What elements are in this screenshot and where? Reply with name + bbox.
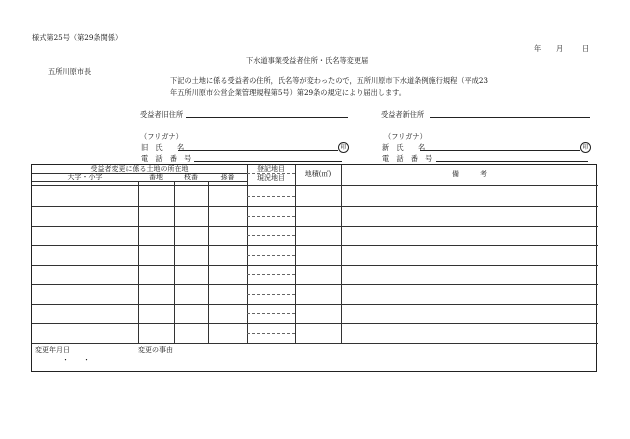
date-month: 月	[556, 44, 564, 53]
change-date-label: 変更年月日	[35, 346, 70, 354]
old-address-field[interactable]	[186, 117, 348, 118]
col-current: 現況地目	[257, 174, 285, 182]
col-aza: 大字・小字	[67, 173, 103, 181]
old-phone-label: 電 話 番 号	[141, 154, 192, 163]
old-furigana-label: （フリガナ）	[140, 132, 183, 141]
addressee: 五所川原市長	[48, 67, 92, 76]
new-seal-icon: 印	[580, 142, 591, 153]
col-banchi: 番地	[149, 173, 163, 181]
col-remarks: 備 考	[452, 170, 487, 178]
col-magoban: 孫番	[220, 173, 235, 181]
form-title: 下水道事業受益者住所・氏名等変更届	[246, 56, 369, 65]
date-day: 日	[582, 44, 590, 53]
date-year: 年	[534, 44, 542, 53]
old-name-label: 旧 氏 名	[141, 143, 185, 152]
old-name-field[interactable]	[178, 150, 338, 151]
land-table	[31, 164, 597, 372]
new-address-label: 受益者新住所	[381, 110, 425, 119]
old-phone-field[interactable]	[194, 161, 342, 162]
form-number: 様式第25号（第29条関係）	[32, 33, 123, 42]
col-edaban: 枝番	[184, 173, 198, 181]
new-name-field[interactable]	[420, 150, 580, 151]
new-furigana-label: （フリガナ）	[384, 132, 427, 141]
new-phone-field[interactable]	[436, 161, 588, 162]
location-header: 受益者変更に係る土地の所在地	[90, 165, 189, 173]
old-address-label: 受益者旧住所	[140, 110, 184, 119]
new-address-field[interactable]	[430, 117, 590, 118]
new-phone-label: 電 話 番 号	[382, 154, 433, 163]
change-date-dots[interactable]: ・ ・	[62, 356, 90, 364]
change-reason-label: 変更の事由	[138, 346, 173, 354]
body-text: 下記の土地に係る受益者の住所，氏名等が変わったので，五所川原市下水道条例施行規程（平成23年五所川原市公営企業管理規程第5号）第29条の規定により届出します。	[170, 76, 488, 97]
col-registered: 登記地目	[257, 165, 285, 173]
old-seal-icon: 印	[338, 142, 349, 153]
col-area: 地積(㎡)	[304, 170, 332, 178]
new-name-label: 新 氏 名	[382, 143, 426, 152]
